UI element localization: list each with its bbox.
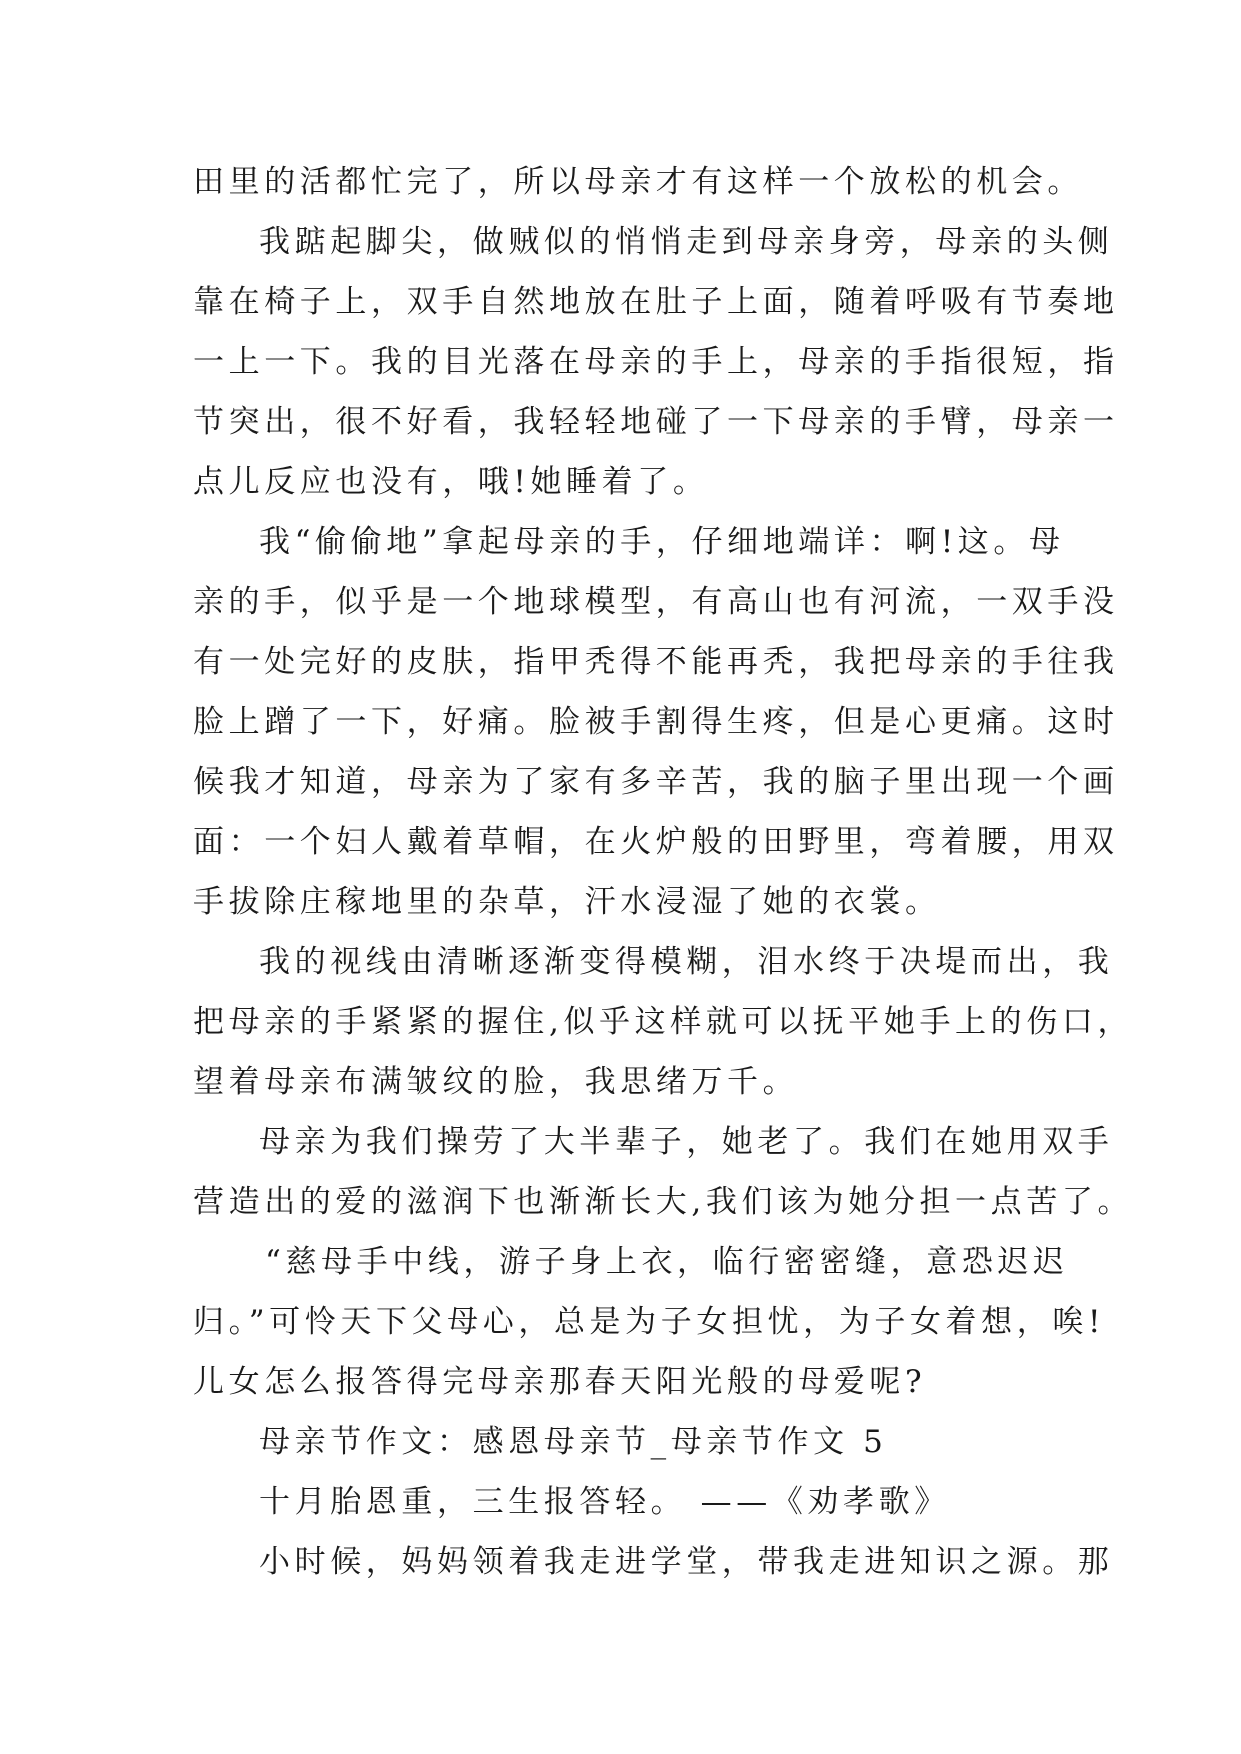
text-line: 手拔除庄稼地里的杂草，汗水浸湿了她的衣裳。 — [193, 884, 941, 920]
epigraph-line: 十月胎恩重，三生报答轻。 ——《劝孝歌》 — [259, 1484, 950, 1520]
text-line: 有一处完好的皮肤，指甲秃得不能再秃，我把母亲的手往我 — [193, 644, 1119, 680]
document-body — [193, 152, 1134, 1592]
text-line: 脸上蹭了一下，好痛。脸被手割得生疼，但是心更痛。这时 — [193, 704, 1119, 740]
text-line: 归。”可怜天下父母心，总是为子女担忧，为子女着想，唉! — [193, 1304, 1106, 1340]
text-line: 田里的活都忙完了，所以母亲才有这样一个放松的机会。 — [193, 164, 1083, 200]
quote-start-line: “慈母手中线，游子身上衣，临行密密缝，意恐迟迟 — [265, 1244, 1069, 1280]
text-line: 亲的手，似乎是一个地球模型，有高山也有河流，一双手没 — [193, 584, 1119, 620]
paragraph-start-line: 小时候，妈妈领着我走进学堂，带我走进知识之源。那 — [259, 1544, 1114, 1580]
text-line: 靠在椅子上，双手自然地放在肚子上面，随着呼吸有节奏地 — [193, 284, 1119, 320]
text-line: 候我才知道，母亲为了家有多辛苦，我的脑子里出现一个画 — [193, 764, 1119, 800]
paragraph-start-line: 我的视线由清晰逐渐变得模糊，泪水终于决堤而出，我 — [259, 944, 1114, 980]
text-line: 把母亲的手紧紧的握住,似乎这样就可以抚平她手上的伤口， — [193, 1004, 1134, 1040]
section-heading: 母亲节作文：感恩母亲节_母亲节作文 5 — [259, 1424, 888, 1460]
text-line: 节突出，很不好看，我轻轻地碰了一下母亲的手臂，母亲一 — [193, 404, 1119, 440]
paragraph-start-line: 我“偷偷地”拿起母亲的手，仔细地端详：啊!这。母 — [259, 524, 1065, 560]
text-line: 儿女怎么报答得完母亲那春天阳光般的母爱呢? — [193, 1364, 927, 1400]
paragraph-start-line: 母亲为我们操劳了大半辈子，她老了。我们在她用双手 — [259, 1124, 1114, 1160]
paragraph-start-line: 我踮起脚尖，做贼似的悄悄走到母亲身旁，母亲的头侧 — [259, 224, 1114, 260]
text-line: 营造出的爱的滋润下也渐渐长大,我们该为她分担一点苦了。 — [193, 1184, 1134, 1220]
text-line: 一上一下。我的目光落在母亲的手上，母亲的手指很短，指 — [193, 344, 1119, 380]
text-line: 面：一个妇人戴着草帽，在火炉般的田野里，弯着腰，用双 — [193, 824, 1119, 860]
text-line: 望着母亲布满皱纹的脸，我思绪万千。 — [193, 1064, 799, 1100]
text-line: 点儿反应也没有，哦!她睡着了。 — [193, 464, 709, 500]
